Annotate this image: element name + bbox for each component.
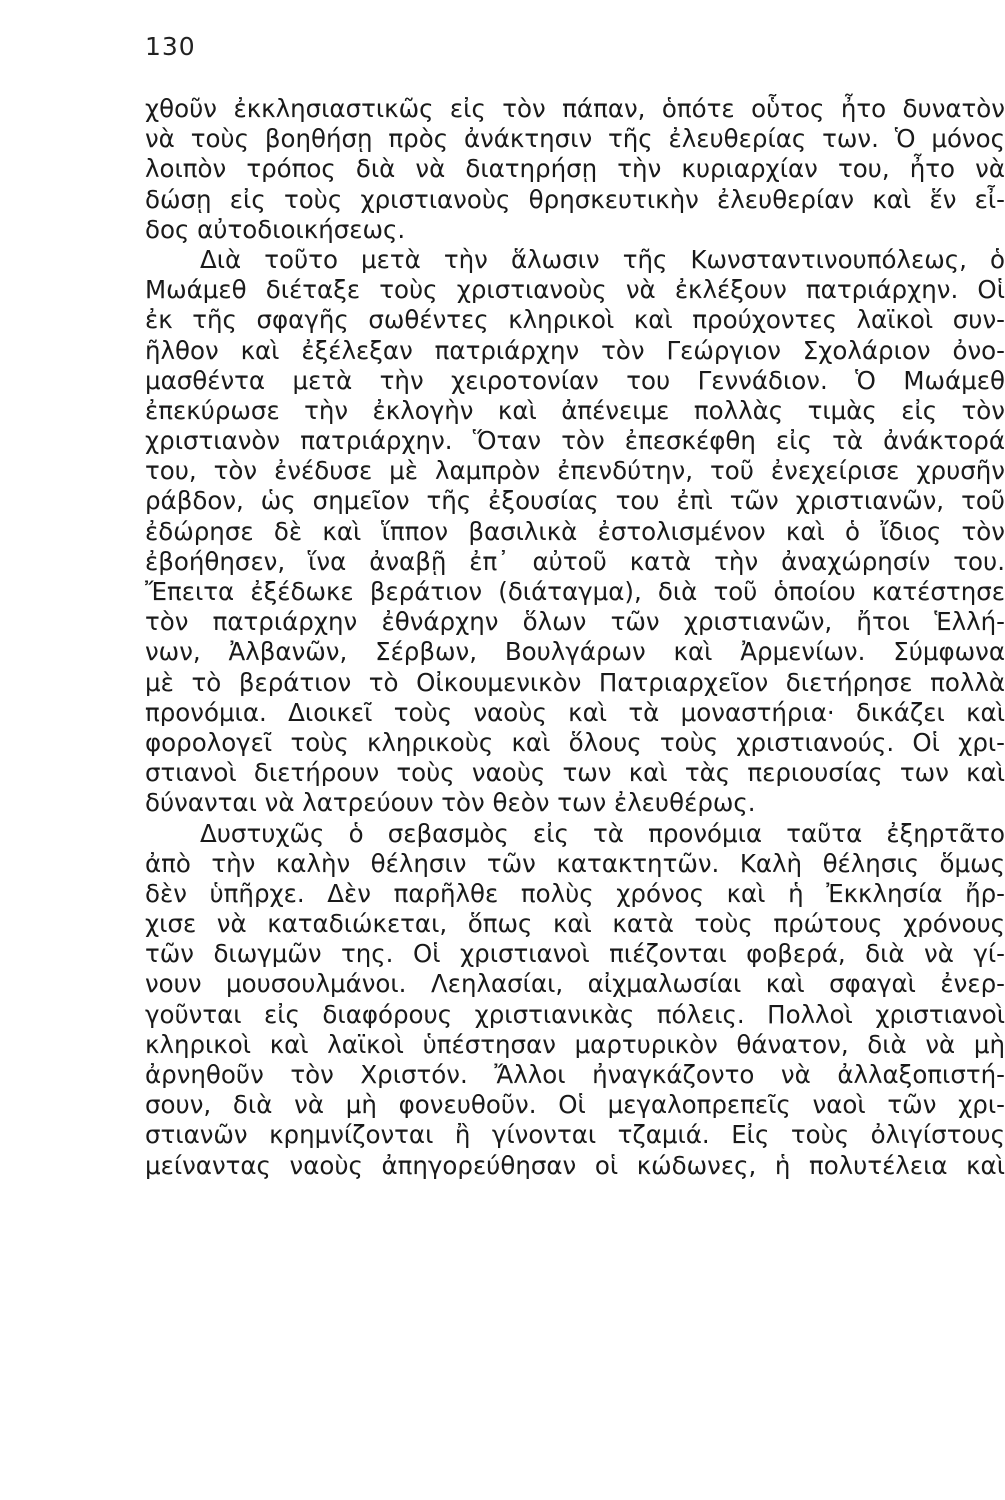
text-line: στιανοὶ διετήρουν τοὺς ναοὺς των καὶ τὰς περιουσίας των καὶ: [145, 758, 1005, 788]
text-line: κληρικοὶ καὶ λαϊκοὶ ὑπέστησαν μαρτυρικὸν θάνατον, διὰ νὰ μὴ: [145, 1029, 1005, 1059]
text-line: ῆλθον καὶ ἐξέλεξαν πατριάρχην τὸν Γεώργιον Σχολάριον ὀνο-: [145, 335, 1005, 365]
text-line: νων, Ἀλβανῶν, Σέρβων, Βουλγάρων καὶ Ἀρμενίων. Σύμφωνα: [145, 637, 1005, 667]
text-line: δος αὐτοδιοικήσεως.: [145, 214, 406, 244]
text-line: χθοῦν ἐκκλησιαστικῶς εἰς τὸν πάπαν, ὁπότε οὗτος ἦτο δυνατὸν: [145, 94, 1005, 123]
text-line: του, τὸν ἐνέδυσε μὲ λαμπρὸν ἐπενδύτην, τοῦ ἐνεχείρισε χρυσῆν: [145, 456, 1005, 486]
body-text: [145, 94, 1005, 1181]
text-line: Διὰ τοῦτο μετὰ τὴν ἅλωσιν τῆς Κωνσταντινουπόλεως, ὁ: [200, 244, 1005, 274]
text-line: χριστιανὸν πατριάρχην. Ὅταν τὸν ἐπεσκέφθη εἰς τὰ ἀνάκτορά: [145, 426, 1005, 456]
text-line: προνόμια. Διοικεῖ τοὺς ναοὺς καὶ τὰ μοναστήρια· δικάζει καὶ: [145, 697, 1005, 727]
text-line: νουν μουσουλμάνοι. Λεηλασίαι, αἰχμαλωσίαι καὶ σφαγαὶ ἐνερ-: [145, 969, 1005, 999]
page-number: 130: [145, 32, 196, 61]
text-line: γοῦνται εἰς διαφόρους χριστιανικὰς πόλεις. Πολλοὶ χριστιανοὶ: [145, 999, 1005, 1029]
text-line: στιανῶν κρημνίζονται ἢ γίνονται τζαμιά. Εἰς τοὺς ὀλιγίστους: [145, 1120, 1005, 1150]
text-line: νὰ τοὺς βοηθήσῃ πρὸς ἀνάκτησιν τῆς ἐλευθερίας των. Ὁ μόνος: [145, 124, 1005, 154]
text-line: τὸν πατριάρχην ἐθνάρχην ὅλων τῶν χριστιανῶν, ἤτοι Ἑλλή-: [145, 607, 1005, 637]
text-line: Ἔπειτα ἐξέδωκε βεράτιον (διάταγμα), διὰ τοῦ ὁποίου κατέστησε: [145, 577, 1005, 606]
text-line: δώσῃ εἰς τοὺς χριστιανοὺς θρησκευτικὴν ἐλευθερίαν καὶ ἕν εἶ-: [145, 184, 1005, 214]
text-line: ἐπεκύρωσε τὴν ἐκλογὴν καὶ ἀπένειμε πολλὰς τιμὰς εἰς τὸν: [145, 395, 1005, 425]
text-line: σουν, διὰ νὰ μὴ φονευθοῦν. Οἱ μεγαλοπρεπεῖς ναοὶ τῶν χρι-: [145, 1090, 1005, 1120]
text-line: λοιπὸν τρόπος διὰ νὰ διατηρήσῃ τὴν κυριαρχίαν του, ἦτο νὰ: [145, 154, 1005, 184]
text-line: φορολογεῖ τοὺς κληρικοὺς καὶ ὅλους τοὺς χριστιανούς. Οἱ χρι-: [145, 727, 1005, 757]
text-line: μὲ τὸ βεράτιον τὸ Οἰκουμενικὸν Πατριαρχεῖον διετήρησε πολλὰ: [145, 667, 1005, 697]
text-line: δὲν ὑπῆρχε. Δὲν παρῆλθε πολὺς χρόνος καὶ ἡ Ἐκκλησία ἤρ-: [145, 878, 1005, 908]
text-line: Δυστυχῶς ὁ σεβασμὸς εἰς τὰ προνόμια ταῦτα ἐξηρτᾶτο: [200, 818, 1005, 848]
text-line: ἐδώρησε δὲ καὶ ἵππον βασιλικὰ ἐστολισμένον καὶ ὁ ἴδιος τὸν: [145, 516, 1005, 546]
text-line: μασθέντα μετὰ τὴν χειροτονίαν του Γεννάδιον. Ὁ Μωάμεθ: [145, 365, 1005, 395]
text-line: ἐβοήθησεν, ἵνα ἀναβῇ ἐπ᾽ αὐτοῦ κατὰ τὴν ἀναχώρησίν του.: [145, 546, 1005, 576]
text-line: τῶν διωγμῶν της. Οἱ χριστιανοὶ πιέζονται φοβερά, διὰ νὰ γί-: [145, 939, 1005, 969]
text-line: ἐκ τῆς σφαγῆς σωθέντες κληρικοὶ καὶ προύχοντες λαϊκοὶ συν-: [145, 305, 1005, 335]
text-line: ράβδον, ὡς σημεῖον τῆς ἐξουσίας του ἐπὶ τῶν χριστιανῶν, τοῦ: [145, 486, 1005, 516]
text-line: μείναντας ναοὺς ἀπηγορεύθησαν οἱ κώδωνες, ἡ πολυτέλεια καὶ: [145, 1150, 1005, 1180]
text-line: δύνανται νὰ λατρεύουν τὸν θεὸν των ἐλευθέρως.: [145, 788, 756, 818]
text-line: ἀπὸ τὴν καλὴν θέλησιν τῶν κατακτητῶν. Καλὴ θέλησις ὅμως: [145, 848, 1005, 878]
text-line: Μωάμεθ διέταξε τοὺς χριστιανοὺς νὰ ἐκλέξουν πατριάρχην. Οἱ: [145, 275, 1005, 305]
text-line: χισε νὰ καταδιώκεται, ὅπως καὶ κατὰ τοὺς πρώτους χρόνους: [145, 909, 1005, 939]
text-line: ἀρνηθοῦν τὸν Χριστόν. Ἄλλοι ἠναγκάζοντο νὰ ἀλλαξοπιστή-: [145, 1060, 1005, 1089]
